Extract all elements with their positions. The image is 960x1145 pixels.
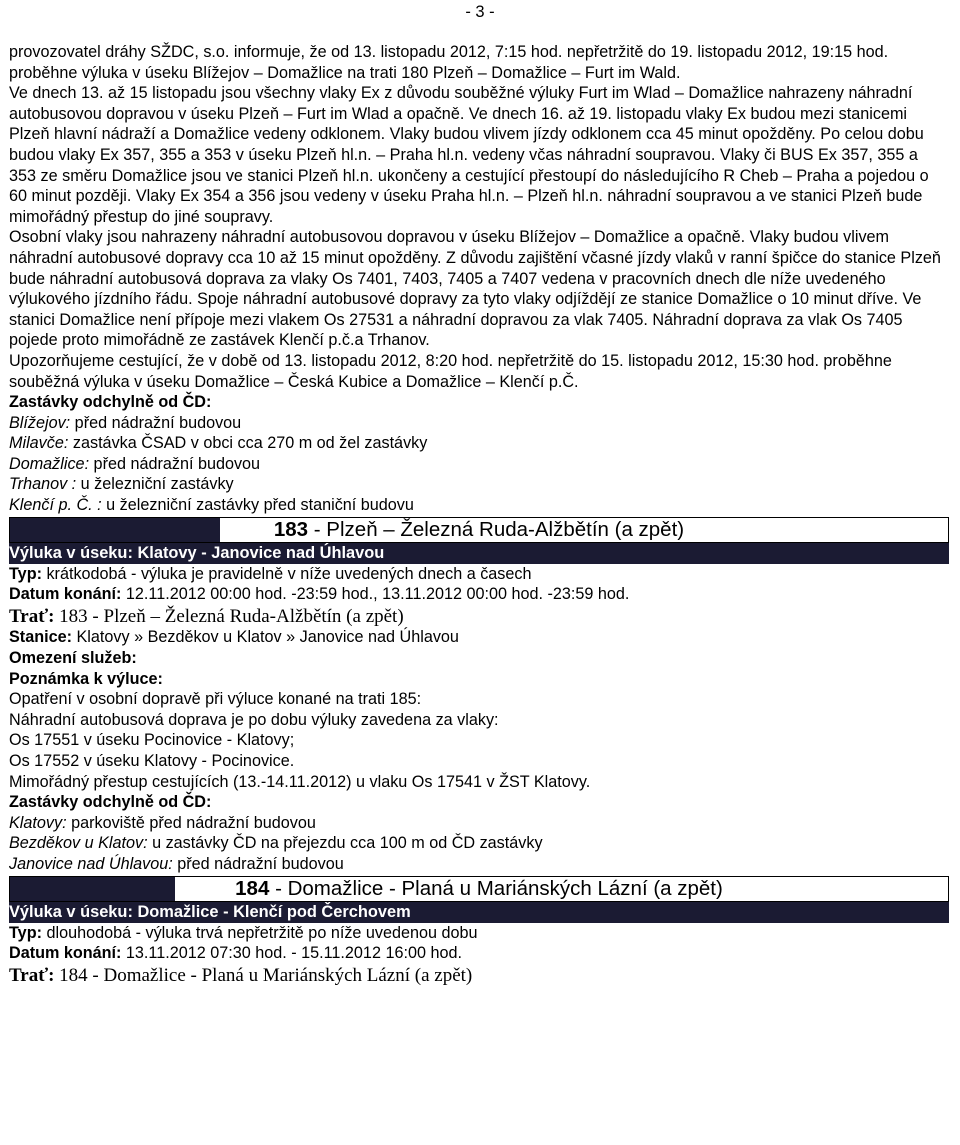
stations-label: Stanice: [9, 628, 72, 647]
stop-place: Klatovy: [9, 813, 67, 832]
type-value: dlouhodobá - výluka trvá nepřetržitě po níže uvedenou dobu [41, 923, 478, 942]
date-value: 13.11.2012 07:30 hod. - 15.11.2012 16:00 hod. [121, 944, 462, 963]
stop-desc: parkoviště před nádražní budovou [66, 813, 316, 832]
route-header-marker [10, 518, 220, 542]
track-label: Trať: [9, 964, 55, 986]
intro-paragraph: provozovatel dráhy SŽDC, s.o. informuje, že od 13. listopadu 2012, 7:15 hod. nepřetržitě do 19. listopadu 2012, 19:15 hod. proběhne výluka v úseku Blížejov – Domažlice na trati 180 Plzeň – Domažlice – Furt im Wald. [9, 43, 889, 82]
stop-desc: před nádražní budovou [70, 413, 242, 432]
stop-line [9, 854, 949, 875]
stations-value: Klatovy » Bezděkov u Klatov » Janovice nad Úhlavou [71, 628, 459, 647]
stop-place: Trhanov : [9, 475, 77, 494]
intro-paragraph: Ve dnech 13. až 15 listopadu jsou všechny vlaky Ex z důvodu souběžné výluky Furt im Wlad – Domažlice nahrazeny náhradní autobusovou dopravou v úseku Plzeň – Furt im Wlad a opačně. Ve dnech 16. až 19. listopadu vlaky Ex budou mezi stanicemi Plzeň hlavní nádraží a Domažlice vedeny odklonem. Vlaky budou vlivem jízdy odklonem cca 45 minut opožděny. Po celou dobu budou vlaky Ex 357, 355 a 353 v úseku Plzeň hl.n. – Praha hl.n. vedeny včas náhradní soupravou. Vlaky či BUS Ex 357, 355 a 353 ze směru Domažlice jsou ve stanici Plzeň hl.n. ukončeny a cestující přestoupí do následujícího R Cheb – Praha a pojedou o 60 minut později. Vlaky Ex 354 a 356 jsou vedeny v úseku Praha hl.n. – Plzeň hl.n. náhradní soupravou a ve stanici Plzeň bude mimořádný přestup do jiné soupravy. [9, 84, 929, 226]
route-183-outage-bar: Výluka v úseku: Klatovy - Janovice nad Úhlavou [9, 543, 949, 564]
route-number: 183 [273, 517, 309, 541]
outage-note-label: Poznámka k výluce: [9, 669, 163, 688]
route-183-header [9, 517, 949, 543]
stop-line [9, 474, 949, 495]
stop-line [9, 833, 949, 854]
track-line [9, 966, 949, 987]
stop-line [9, 413, 949, 434]
stop-desc: před nádražní budovou [172, 854, 344, 873]
stop-place: Milavče: [9, 434, 69, 453]
date-line [9, 584, 949, 605]
route-header-marker [10, 877, 175, 901]
stop-line [9, 813, 949, 834]
stop-line [9, 495, 949, 516]
date-label: Datum konání: [9, 585, 122, 604]
note-line: Os 17551 v úseku Pocinovice - Klatovy; [9, 731, 295, 750]
route-number: 184 [235, 876, 270, 900]
note-line: Os 17552 v úseku Klatovy - Pocinovice. [9, 752, 295, 770]
stations-line [9, 627, 949, 648]
date-line [9, 943, 949, 964]
stop-desc: u zastávky ČD na přejezdu cca 100 m od ČD zastávky [147, 834, 543, 853]
track-label: Trať: [9, 605, 55, 627]
route-184-outage-bar: Výluka v úseku: Domažlice - Klenčí pod Čerchovem [9, 902, 949, 923]
track-line [9, 607, 949, 628]
date-label: Datum konání: [9, 944, 122, 963]
stop-line [9, 454, 949, 475]
stop-place: Domažlice: [9, 454, 90, 473]
stop-place: Bezděkov u Klatov: [9, 834, 148, 853]
page-number: - 3 - [465, 3, 495, 21]
date-value: 12.11.2012 00:00 hod. -23:59 hod., 13.11.2012 00:00 hod. -23:59 hod. [121, 585, 630, 604]
stops-heading: Zastávky odchylně od ČD: [9, 393, 212, 412]
route-title: - Plzeň – Železná Ruda-Alžbětín (a zpět) [308, 517, 685, 541]
route-184-header [9, 876, 949, 902]
note-line: Náhradní autobusová doprava je po dobu výluky zavedena za vlaky: [9, 710, 499, 729]
service-limits-label: Omezení služeb: [9, 649, 137, 668]
type-label: Typ: [9, 923, 42, 942]
type-value: krátkodobá - výluka je pravidelně v níže uvedených dnech a časech [41, 564, 532, 583]
document-body [9, 42, 949, 986]
stop-desc: před nádražní budovou [89, 454, 261, 473]
stop-line [9, 433, 949, 454]
stop-desc: zastávka ČSAD v obci cca 270 m od žel zastávky [68, 434, 428, 453]
stop-desc: u železniční zastávky před staniční budovu [101, 496, 414, 515]
note-line: Mimořádný přestup cestujících (13.-14.11.2012) u vlaku Os 17541 v ŽST Klatovy. [9, 772, 591, 791]
track-value: 183 - Plzeň – Železná Ruda-Alžbětín (a zpět) [54, 605, 404, 627]
type-line [9, 923, 949, 944]
route-title: - Domažlice - Planá u Mariánských Lázní (a zpět) [269, 876, 723, 900]
type-label: Typ: [9, 564, 42, 583]
type-line [9, 564, 949, 585]
intro-paragraph: Upozorňujeme cestující, že v době od 13. listopadu 2012, 8:20 hod. nepřetržitě do 15. listopadu 2012, 15:30 hod. proběhne souběžná výluka v úseku Domažlice – Česká Kubice a Domažlice – Klenčí p.Č. [9, 351, 892, 391]
stop-place: Klenčí p. Č. : [9, 496, 102, 515]
stop-desc: u železniční zastávky [76, 475, 234, 494]
stop-place: Blížejov: [9, 413, 71, 432]
note-line: Opatření v osobní dopravě při výluce konané na trati 185: [9, 690, 422, 709]
track-value: 184 - Domažlice - Planá u Mariánských Lázní (a zpět) [54, 964, 473, 986]
intro-paragraph: Osobní vlaky jsou nahrazeny náhradní autobusovou dopravou v úseku Blížejov – Domažlice a opačně. Vlaky budou vlivem náhradní autobusové dopravy cca 10 až 15 minut opožděny. Z důvodu zajištění včasné jízdy vlaků v ranní špičce do stanice Plzeň bude náhradní autobusová doprava za vlaky Os 7401, 7403, 7405 a 7407 vedena v pracovních dnech dle níže uvedeného výlukového jízdního řádu. Spoje náhradní autobusové dopravy za tyto vlaky odjíždějí ze stanice Domažlice o 10 minut dříve. Ve stanici Domažlice není přípoje mezi vlakem Os 27531 a náhradní dopravou za vlak 7405. Náhradní doprava za vlak Os 7405 pojede proto mimořádně ze zastávek Klenčí p.č.a Trhanov. [9, 228, 941, 350]
stops-heading: Zastávky odchylně od ČD: [9, 793, 212, 812]
stop-place: Janovice nad Úhlavou: [9, 854, 173, 873]
